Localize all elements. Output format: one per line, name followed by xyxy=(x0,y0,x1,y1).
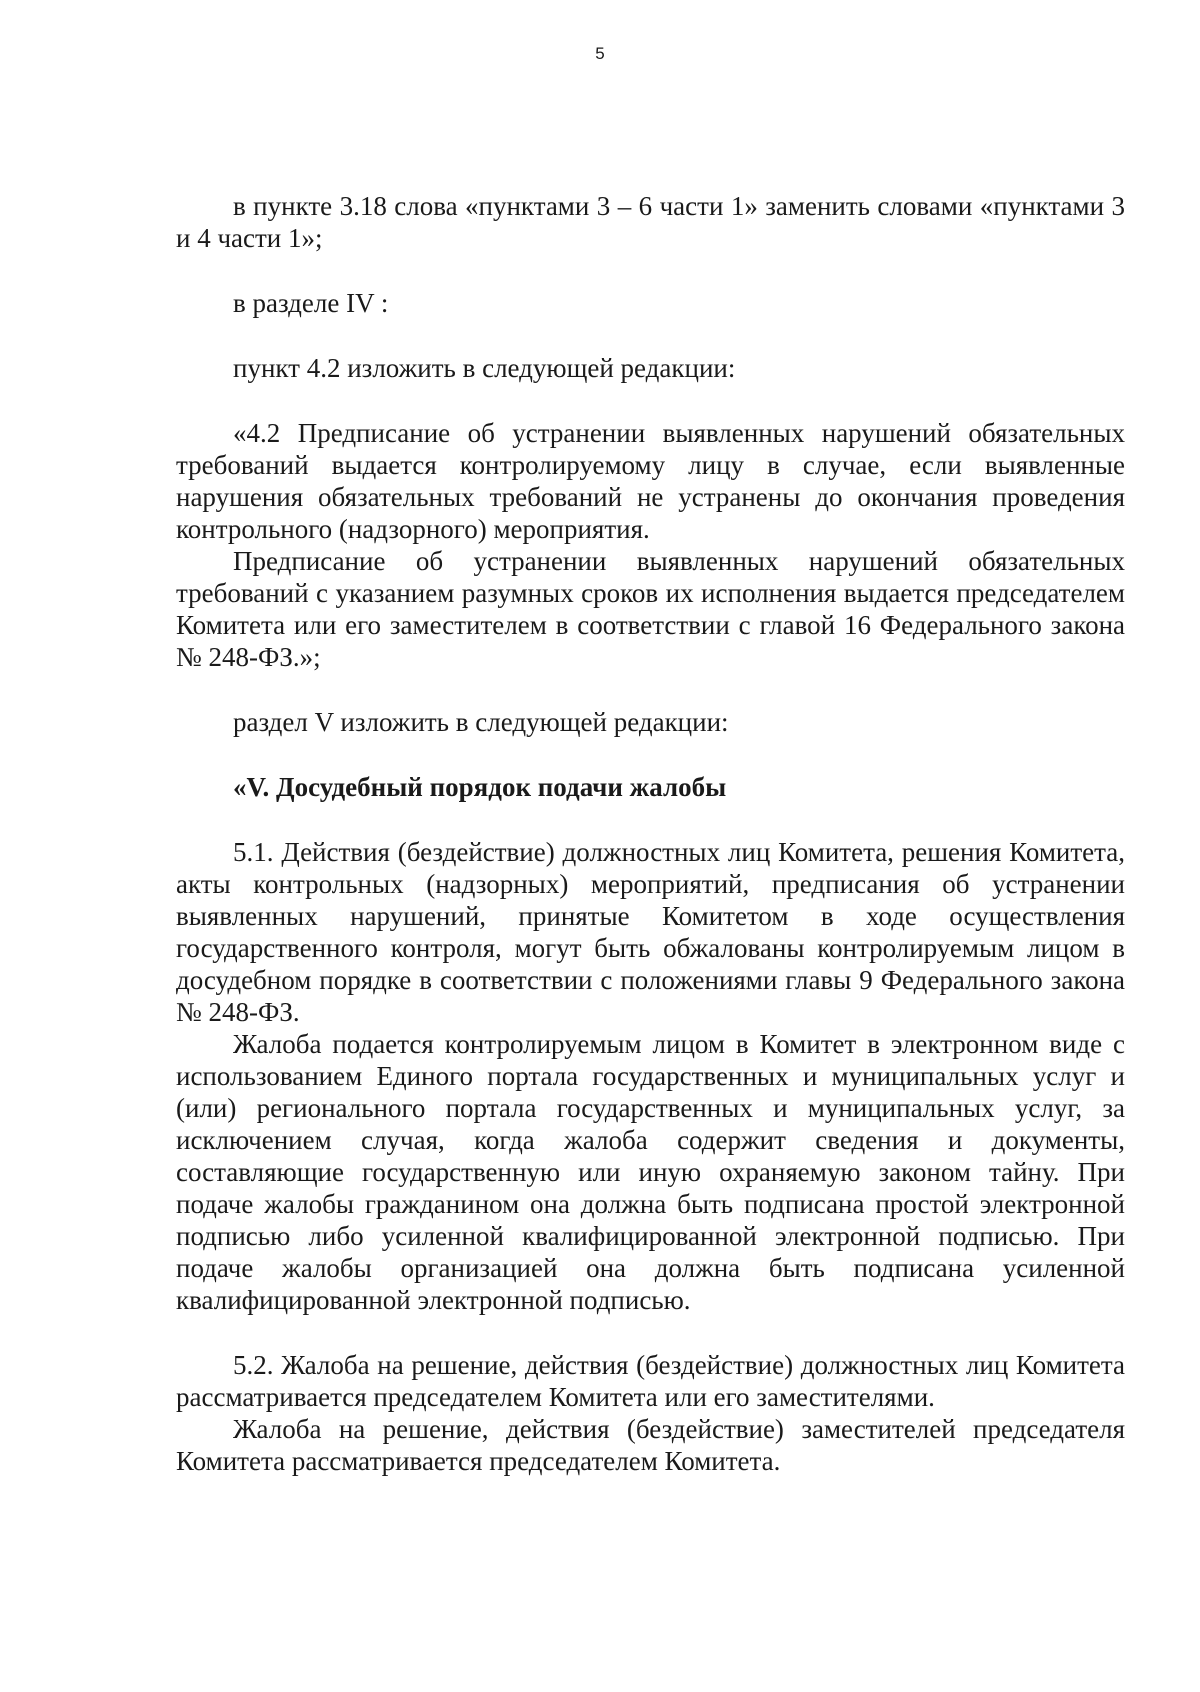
paragraph-section-v-intro: раздел V изложить в следующей редакции: xyxy=(233,707,729,737)
paragraph-complaint-submission: Жалоба подается контролируемым лицом в Комитет в электронном виде с использованием Единого портала государственных и муниципальных услуг и (или) регионального портала государственных и муниципальных услуг, за исключением случая, когда жалоба содержит сведения и документы, составляющие государственную или иную охраняемую законом тайну. При подаче жалобы гражданином она должна быть подписана простой электронной подписью либо усиленной квалифицированной электронной подписью. При подаче жалобы организацией она должна быть подписана усиленной квалифицированной электронной подписью. xyxy=(176,1029,1125,1315)
paragraph-item-4-2: «4.2 Предписание об устранении выявленных нарушений обязательных требований выдается контролируемому лицу в случае, если выявленные нарушения обязательных требований не устранены до окончания проведения контрольного (надзорного) мероприятия. xyxy=(176,418,1125,544)
section-v-heading: «V. Досудебный порядок подачи жалобы xyxy=(233,772,727,802)
paragraph-item-4-2-intro: пункт 4.2 изложить в следующей редакции: xyxy=(233,353,736,383)
paragraph-item-5-2: 5.2. Жалоба на решение, действия (бездействие) должностных лиц Комитета рассматривается председателем Комитета или его заместителями. xyxy=(176,1350,1125,1412)
paragraph-section-iv: в разделе IV : xyxy=(233,288,389,318)
paragraph-prescription: Предписание об устранении выявленных нарушений обязательных требований с указанием разумных сроков их исполнения выдается председателем Комитета или его заместителем в соответствии с главой 16 Федерального закона № 248-ФЗ.»; xyxy=(176,546,1125,672)
paragraph-item-5-1: 5.1. Действия (бездействие) должностных лиц Комитета, решения Комитета, акты контрольных (надзорных) мероприятий, предписания об устранении выявленных нарушений, принятые Комитетом в ходе осуществления государственного контроля, могут быть обжалованы контролируемым лицом в досудебном порядке в соответствии с положениями главы 9 Федерального закона № 248-ФЗ. xyxy=(176,837,1125,1027)
paragraph-item-3-18: в пункте 3.18 слова «пунктами 3 – 6 части 1» заменить словами «пунктами 3 и 4 части 1»; xyxy=(176,191,1125,253)
document-body xyxy=(176,190,1125,1477)
paragraph-complaint-deputies: Жалоба на решение, действия (бездействие) заместителей председателя Комитета рассматривается председателем Комитета. xyxy=(176,1414,1125,1476)
page-number: 5 xyxy=(595,44,605,63)
